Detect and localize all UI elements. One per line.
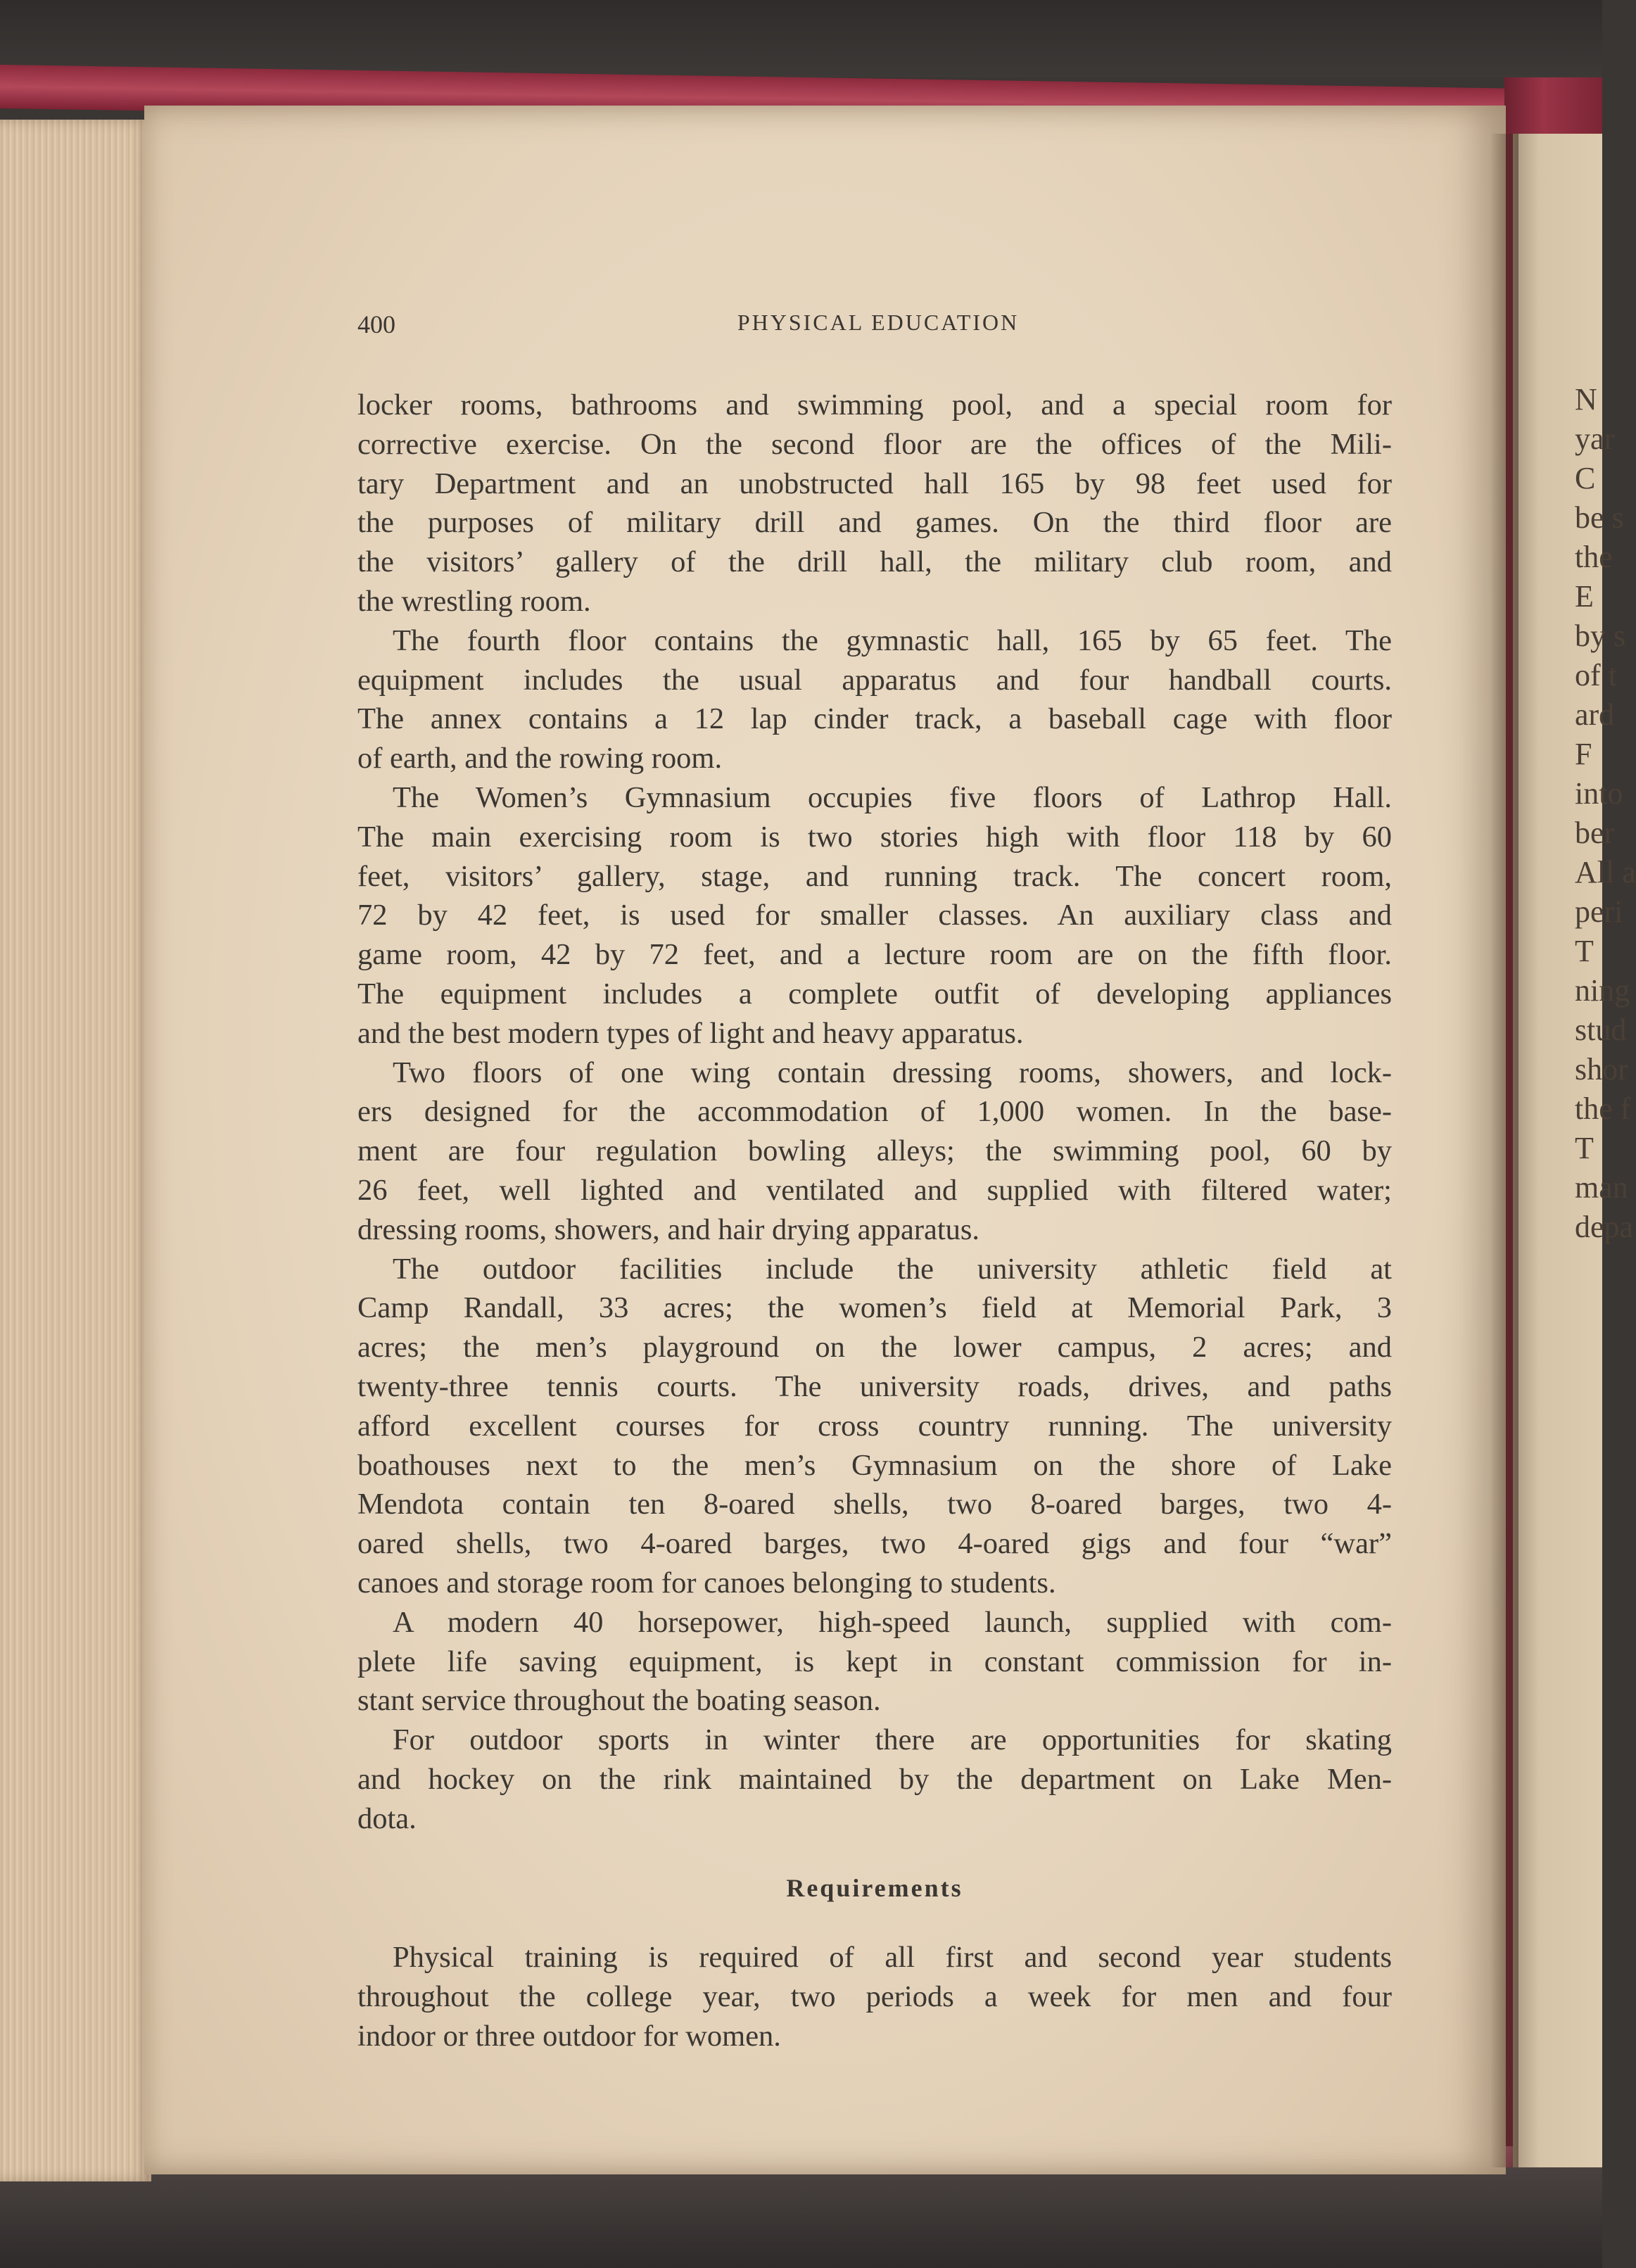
facing-page-fragment: T [1575, 934, 1594, 968]
text-line: The fourth floor contains the gymnastic hall, 165 by 65 feet. The [393, 623, 1392, 657]
text-line: acres; the men’s playground on the lower campus, 2 acres; and [357, 1331, 1392, 1364]
facing-page-fragment: E [1575, 579, 1594, 614]
facing-page-fragment: All a [1575, 855, 1636, 889]
facing-page-fragment: be s [1575, 500, 1624, 535]
facing-page-fragment: the [1575, 540, 1613, 574]
body-text [357, 386, 1392, 1838]
gutter-shadow [1490, 134, 1518, 2167]
facing-page-fragment: by s [1575, 619, 1626, 653]
text-line: stant service throughout the boating season. [357, 1684, 881, 1718]
text-line: 26 feet, well lighted and ventilated and supplied with filtered water; [357, 1173, 1392, 1207]
text-line: canoes and storage room for canoes belonging to students. [357, 1566, 1056, 1599]
text-line: The equipment includes a complete outfit of developing appliances [357, 977, 1392, 1011]
text-line: and hockey on the rink maintained by the department on Lake Men- [357, 1762, 1392, 1796]
text-line: equipment includes the usual apparatus and four handball courts. [357, 663, 1392, 697]
scanner-background-bottom [0, 2167, 1602, 2268]
text-line: oared shells, two 4-oared barges, two 4-oared gigs and four “war” [357, 1527, 1392, 1561]
text-line: Two floors of one wing contain dressing rooms, showers, and lock- [393, 1056, 1392, 1089]
text-line: feet, visitors’ gallery, stage, and running track. The concert room, [357, 859, 1392, 893]
facing-page-fragment: stud [1575, 1013, 1627, 1047]
facing-page-fragment: N [1575, 382, 1597, 417]
facing-page-fragment: man [1575, 1170, 1628, 1205]
text-line: the wrestling room. [357, 584, 591, 618]
text-line: The annex contains a 12 lap cinder track, a baseball cage with floor [357, 702, 1392, 736]
text-line: The main exercising room is two stories high with floor 118 by 60 [357, 820, 1392, 854]
facing-page-fragment: C [1575, 461, 1596, 495]
facing-page-fragment: yar [1575, 422, 1615, 456]
text-line: the purposes of military drill and games. On the third floor are [357, 506, 1392, 540]
facing-page-fragment: the f [1575, 1091, 1631, 1126]
text-line: throughout the college year, two periods a week for men and four [357, 1979, 1392, 2013]
facing-page-fragment: depa [1575, 1210, 1634, 1244]
facing-page-fragment: ber [1575, 816, 1615, 850]
text-line: Physical training is required of all first and second year students [393, 1941, 1392, 1974]
facing-page-fragment: of t [1575, 658, 1617, 692]
text-line: A modern 40 horsepower, high-speed launch, supplied with com- [393, 1605, 1392, 1639]
running-header [357, 310, 1392, 352]
text-line: corrective exercise. On the second floor are the offices of the Mili- [357, 427, 1392, 461]
facing-page-fragment: F [1575, 737, 1592, 771]
text-line: Camp Randall, 33 acres; the women’s field at Memorial Park, 3 [357, 1291, 1392, 1325]
text-line: The outdoor facilities include the university athletic field at [393, 1252, 1392, 1286]
text-line: 72 by 42 feet, is used for smaller classes. An auxiliary class and [357, 899, 1392, 932]
text-line: For outdoor sports in winter there are opportunities for skating [393, 1723, 1392, 1757]
facing-page-text [1575, 380, 1636, 1247]
facing-page-fragment: ard [1575, 697, 1615, 732]
text-line: game room, 42 by 72 feet, and a lecture room are on the fifth floor. [357, 938, 1392, 972]
facing-page-fragment: ning [1575, 973, 1630, 1008]
facing-page-fragment: shor [1575, 1052, 1628, 1087]
text-line: dressing rooms, showers, and hair drying apparatus. [357, 1212, 980, 1246]
text-line: afford excellent courses for cross country running. The university [357, 1409, 1392, 1443]
text-line: the visitors’ gallery of the drill hall, the military club room, and [357, 545, 1392, 579]
text-line: tary Department and an unobstructed hall 165 by 98 feet used for [357, 467, 1392, 500]
text-line: boathouses next to the men’s Gymnasium on the shore of Lake [357, 1448, 1392, 1482]
text-line: The Women’s Gymnasium occupies five floors of Lathrop Hall. [393, 780, 1392, 814]
facing-page-fragment: T [1575, 1131, 1594, 1165]
text-line: locker rooms, bathrooms and swimming pool, and a special room for [357, 388, 1392, 422]
facing-page-fragment: peri [1575, 894, 1623, 929]
section-text [357, 1938, 1392, 2055]
facing-page-fragment: into [1575, 776, 1623, 811]
text-line: ment are four regulation bowling alleys; the swimming pool, 60 by [357, 1134, 1392, 1168]
page-edge-stack [0, 120, 151, 2181]
running-title: PHYSICAL EDUCATION [737, 310, 1020, 335]
text-line: twenty-three tennis courts. The university roads, drives, and paths [357, 1369, 1392, 1403]
page-number: 400 [357, 310, 395, 338]
text-line: and the best modern types of light and heavy apparatus. [357, 1016, 1024, 1050]
text-line: ers designed for the accommodation of 1,000 women. In the base- [357, 1095, 1392, 1129]
section-heading: Requirements [786, 1874, 963, 1902]
scanner-background-top [0, 0, 1602, 77]
text-line: dota. [357, 1801, 417, 1835]
text-line: plete life saving equipment, is kept in constant commission for in- [357, 1645, 1392, 1678]
text-line: indoor or three outdoor for women. [357, 2019, 781, 2053]
text-line: of earth, and the rowing room. [357, 742, 723, 775]
text-line: Mendota contain ten 8-oared shells, two 8-oared barges, two 4- [357, 1488, 1392, 1521]
